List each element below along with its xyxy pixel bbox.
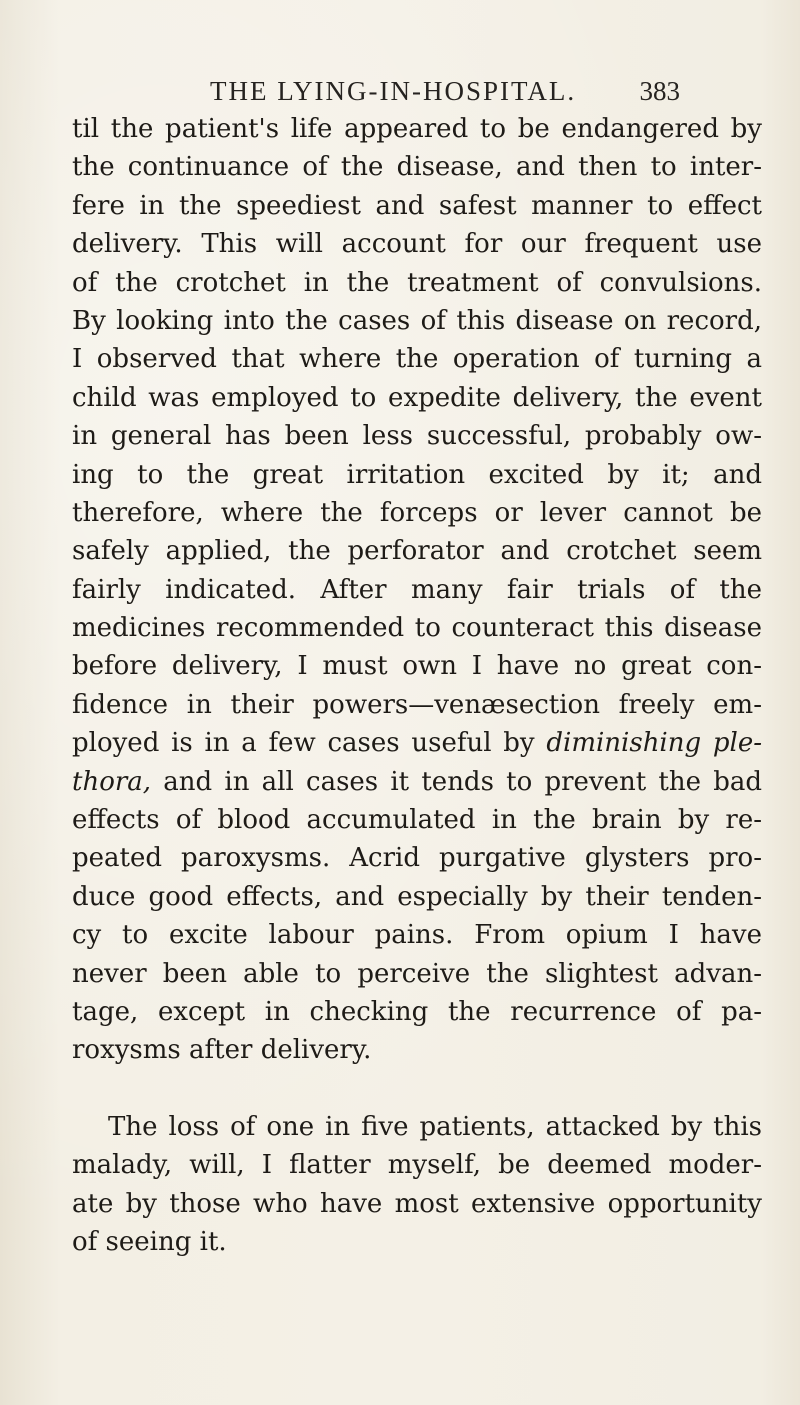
paragraph-2 <box>72 1108 762 1262</box>
text-line: medicines recommended to counteract this disease <box>72 613 762 644</box>
text-line: therefore, where the forceps or lever cannot be <box>72 497 762 528</box>
emphasized-text: diminishing ple- <box>546 728 763 759</box>
page-number: 383 <box>639 76 680 106</box>
text-line: the continuance of the disease, and then to inter- <box>72 152 762 183</box>
text-line: child was employed to expedite delivery, the event <box>72 382 762 413</box>
text-line: I observed that where the operation of turning a <box>72 344 762 375</box>
text-line: til the patient's life appeared to be endangered by <box>72 114 762 144</box>
text-line: roxysms after delivery. <box>72 1035 372 1066</box>
text-fragment: and in all cases it tends to prevent the bad <box>151 766 762 797</box>
text-line: peated paroxysms. Acrid purgative glysters pro- <box>72 843 762 874</box>
running-title: THE LYING-IN-HOSPITAL. <box>210 76 577 106</box>
text-line: of the crotchet in the treatment of convulsions. <box>72 267 762 298</box>
text-line <box>72 763 762 801</box>
paragraph-gap <box>72 1070 762 1108</box>
text-line: cy to excite labour pains. From opium I have <box>72 920 762 951</box>
text-line: By looking into the cases of this disease on record, <box>72 305 762 336</box>
text-line: The loss of one in five patients, attacked by this <box>108 1111 762 1142</box>
emphasized-text: thora, <box>72 766 152 797</box>
text-line: safely applied, the perforator and crotchet seem <box>72 536 762 567</box>
text-line: duce good effects, and especially by their tenden- <box>72 881 762 912</box>
text-line: ing to the great irritation excited by it; and <box>72 459 762 490</box>
text-fragment: ployed is in a few cases useful by <box>72 728 535 759</box>
text-line: effects of blood accumulated in the brain by re- <box>72 805 762 836</box>
text-line: never been able to perceive the slightest advan- <box>72 958 762 989</box>
text-line: ate by those who have most extensive opportunity <box>72 1188 762 1219</box>
text-line: before delivery, I must own I have no great con- <box>72 651 762 682</box>
body-text <box>72 110 762 1261</box>
text-line: tage, except in checking the recurrence of pa- <box>72 996 762 1027</box>
text-line: fere in the speediest and safest manner to effect <box>72 190 762 221</box>
text-line: fidence in their powers—venæsection freely em- <box>72 689 762 720</box>
text-line: malady, will, I flatter myself, be deemed moder- <box>72 1150 762 1181</box>
text-line: fairly indicated. After many fair trials of the <box>72 574 762 605</box>
text-line <box>72 724 762 762</box>
text-line: of seeing it. <box>72 1226 227 1257</box>
paragraph-1 <box>72 110 762 1070</box>
text-line: in general has been less successful, probably ow- <box>72 421 762 452</box>
text-line: delivery. This will account for our frequent use <box>72 229 762 260</box>
